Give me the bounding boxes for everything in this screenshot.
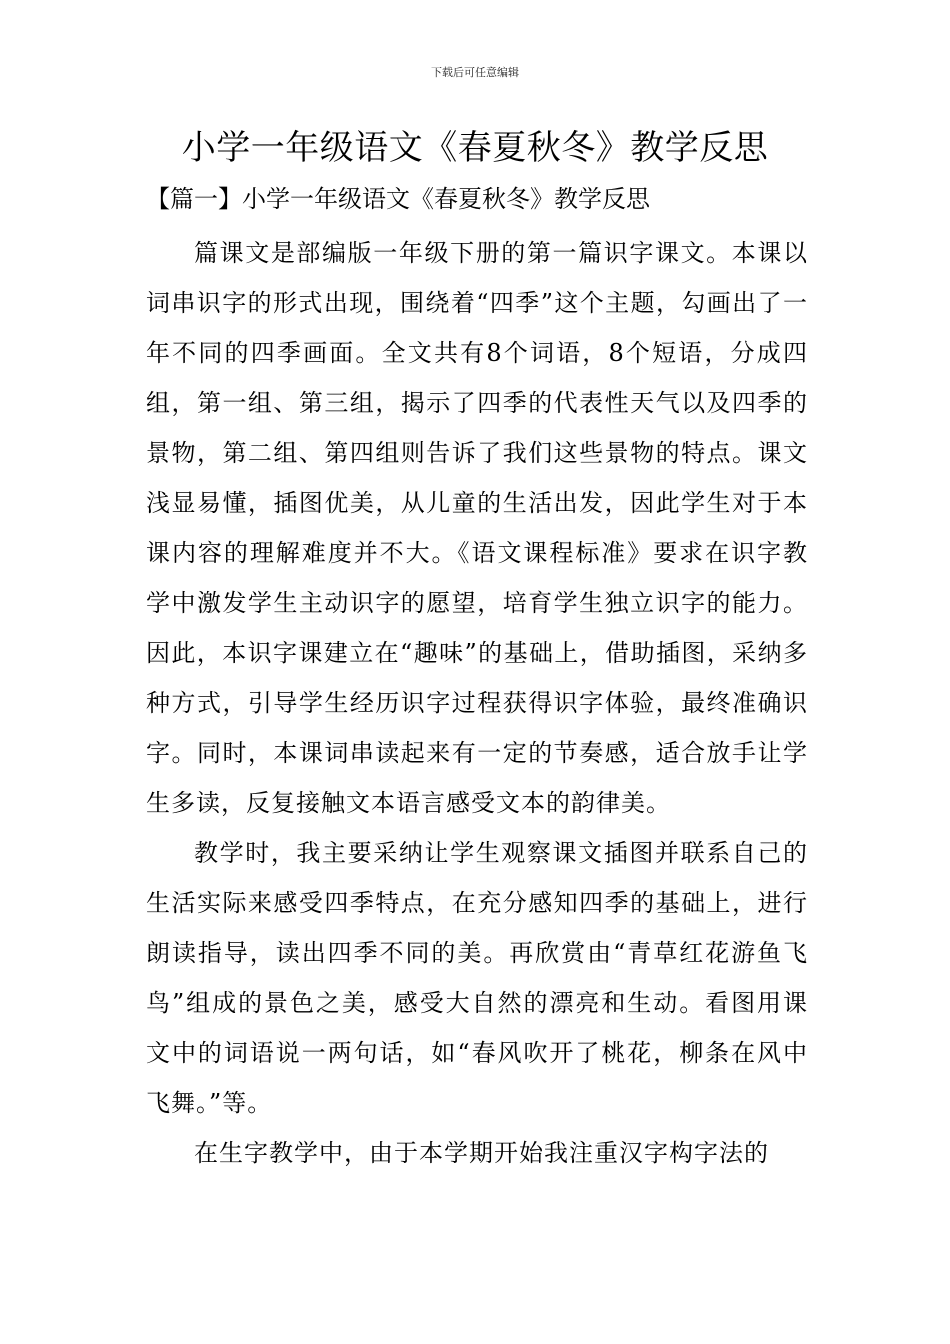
document-title: 小学一年级语文《春夏秋冬》教学反思 xyxy=(181,128,769,168)
paragraph-2: 教学时，我主要采纳让学生观察课文插图并联系自己的生活实际来感受四季特点，在充分感知四季的基础上，进行朗读指导，读出四季不同的美。再欣赏由“青草红花游鱼飞鸟”组成的景色之美，感受大自然的漂亮和生动。看图用课文中的词语说一两句话，如“春风吹开了桃花，柳条在风中飞舞。”等。 xyxy=(146,839,808,1117)
paragraph-3: 在生字教学中，由于本学期开始我注重汉字构字法的 xyxy=(194,1139,769,1167)
header-note: 下载后可任意编辑 xyxy=(431,66,519,79)
section-heading: 【篇一】小学一年级语文《春夏秋冬》教学反思 xyxy=(146,185,650,213)
body-text xyxy=(146,228,808,1178)
paragraph-1: 篇课文是部编版一年级下册的第一篇识字课文。本课以词串识字的形式出现，围绕着“四季”这个主题，勾画出了一年不同的四季画面。全文共有8个词语，8个短语，分成四组，第一组、第三组，揭示了四季的代表性天气以及四季的景物，第二组、第四组则告诉了我们这些景物的特点。课文浅显易懂，插图优美，从儿童的生活出发，因此学生对于本课内容的理解难度并不大。《语文课程标准》要求在识字教学中激发学生主动识字的愿望，培育学生独立识字的能力。因此，本识字课建立在“趣味”的基础上，借助插图，采纳多种方式，引导学生经历识字过程获得识字体验，最终准确识字。同时，本课词串读起来有一定的节奏感，适合放手让学生多读，反复接触文本语言感受文本的韵律美。 xyxy=(146,239,808,817)
